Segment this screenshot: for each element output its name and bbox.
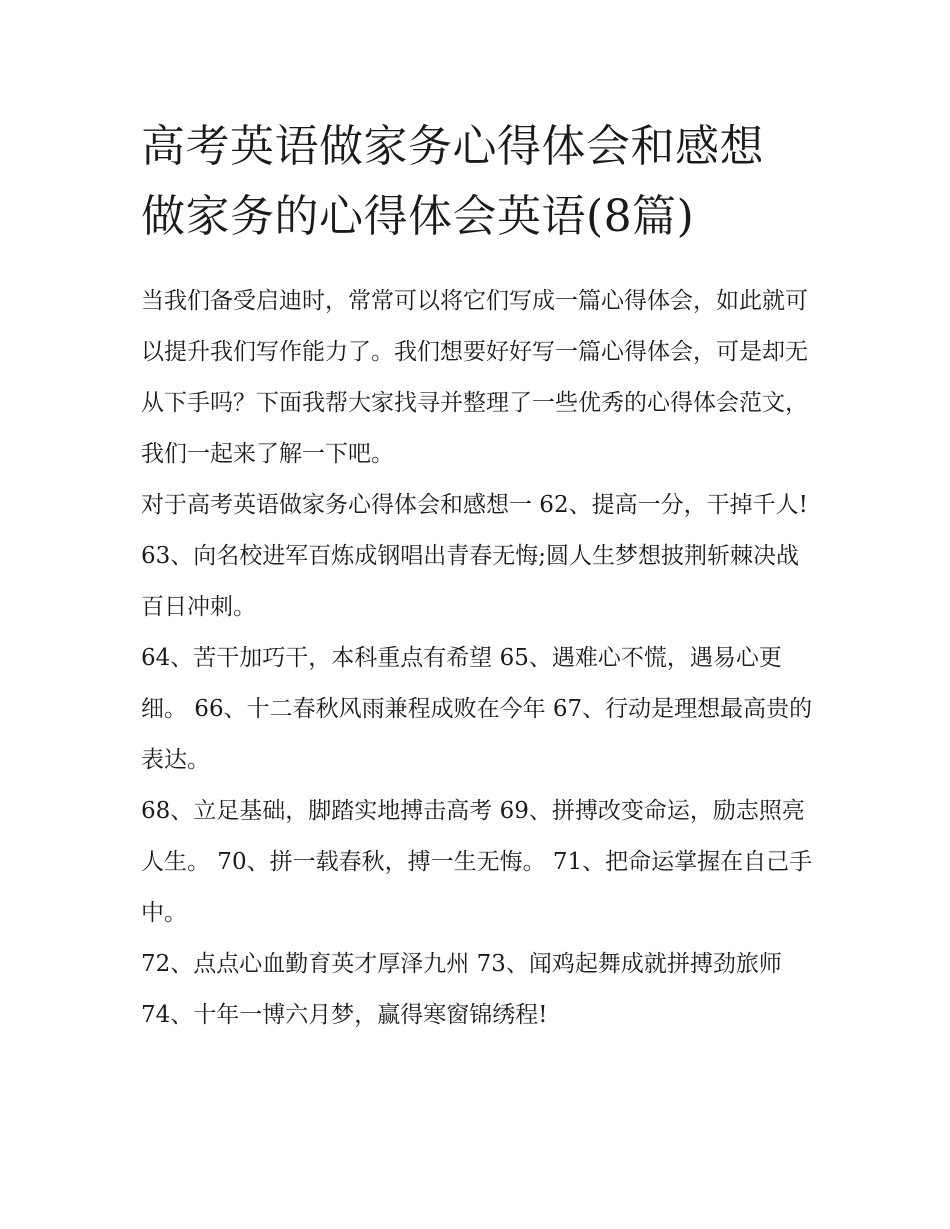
body-paragraph-2: 64、苦干加巧干，本科重点有希望 65、遇难心不慌，遇易心更细。 66、十二春秋风雨兼程成败在今年 67、行动是理想最高贵的表达。: [141, 645, 813, 773]
document-page: [141, 112, 813, 1041]
document-title: 高考英语做家务心得体会和感想 做家务的心得体会英语(8篇): [141, 121, 764, 242]
body-paragraph-3: 68、立足基础，脚踏实地搏击高考 69、拼搏改变命运，励志照亮人生。 70、拼一载春秋，搏一生无悔。 71、把命运掌握在自己手中。: [141, 798, 813, 926]
body-paragraph-1: 对于高考英语做家务心得体会和感想一 62、提高一分，干掉千人! 63、向名校进军百炼成钢唱出青春无悔;圆人生梦想披荆斩棘决战百日冲刺。: [141, 492, 808, 620]
document-body: [141, 276, 813, 1041]
body-paragraph-4: 72、点点心血勤育英才厚泽九州 73、闻鸡起舞成就拼搏劲旅师 74、十年一博六月梦，赢得寒窗锦绣程!: [141, 951, 782, 1028]
intro-paragraph: 当我们备受启迪时，常常可以将它们写成一篇心得体会，如此就可以提升我们写作能力了。我们想要好好写一篇心得体会，可是却无从下手吗？下面我帮大家找寻并整理了一些优秀的心得体会范文，我们一起来了解一下吧。: [141, 288, 808, 467]
